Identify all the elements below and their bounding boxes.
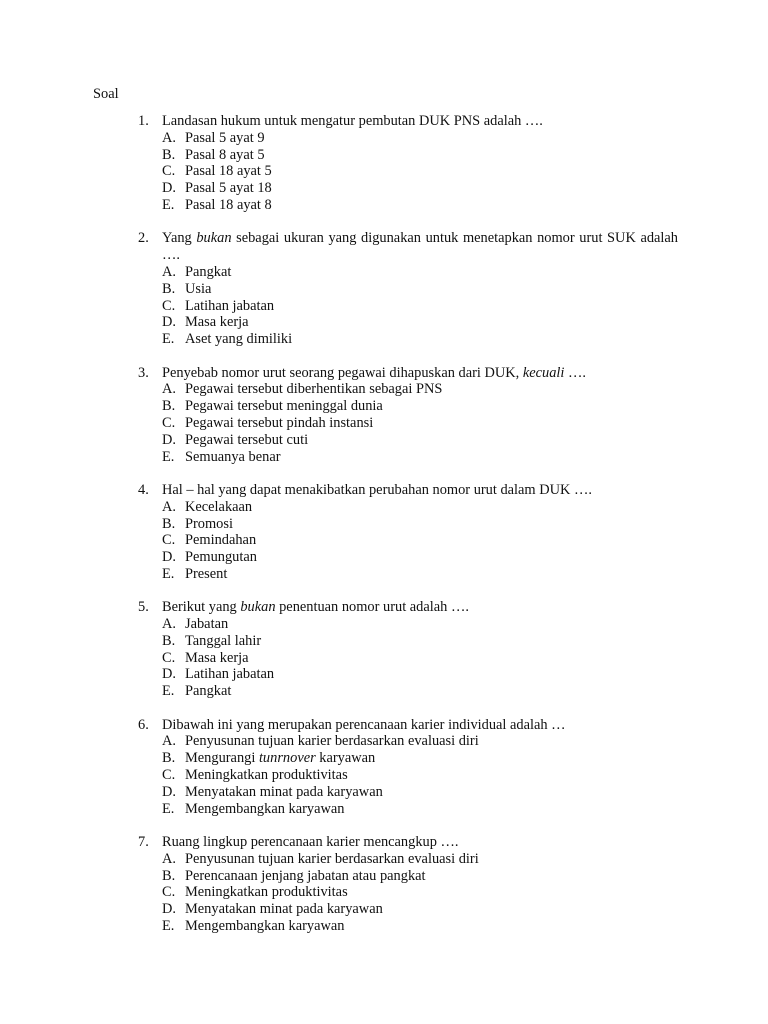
option-text <box>185 767 678 784</box>
answer-option <box>138 750 678 767</box>
option-text <box>185 331 678 348</box>
question-text <box>162 113 678 130</box>
question-stem <box>138 599 678 616</box>
answer-option <box>138 918 678 935</box>
answer-option <box>138 784 678 801</box>
option-text <box>185 432 678 449</box>
option-text <box>185 516 678 533</box>
text-segment: Pasal 8 ayat 5 <box>185 146 265 163</box>
text-segment: Masa kerja <box>185 314 249 331</box>
option-letter: D. <box>162 549 176 566</box>
option-text <box>185 532 678 549</box>
question-number: 2. <box>138 230 149 247</box>
answer-option <box>138 666 678 683</box>
text-segment: Penyusunan tujuan karier berdasarkan evaluasi diri <box>185 733 479 750</box>
text-segment: penentuan nomor urut adalah …. <box>275 599 469 616</box>
question-6 <box>138 717 678 818</box>
text-segment: Landasan hukum untuk mengatur pembutan DUK PNS adalah …. <box>162 113 543 129</box>
option-letter: B. <box>162 515 176 532</box>
answer-option <box>138 683 678 700</box>
option-letter: D. <box>162 783 176 800</box>
option-letter: A. <box>162 129 176 146</box>
answer-option <box>138 884 678 901</box>
text-segment: Pangkat <box>185 263 232 280</box>
option-letter: C. <box>162 532 176 549</box>
option-text <box>185 415 678 432</box>
question-number: 7. <box>138 834 149 851</box>
question-text <box>162 834 678 851</box>
option-letter: A. <box>162 498 176 515</box>
option-letter: B. <box>162 867 176 884</box>
answer-option <box>138 197 678 214</box>
option-text <box>185 868 678 885</box>
text-segment: Present <box>185 565 228 582</box>
question-text <box>162 365 678 382</box>
question-5 <box>138 599 678 700</box>
option-letter: A. <box>162 381 176 398</box>
option-text <box>185 147 678 164</box>
option-letter: C. <box>162 297 176 314</box>
question-2 <box>138 230 678 348</box>
answer-option <box>138 180 678 197</box>
text-segment: Pegawai tersebut cuti <box>185 431 309 448</box>
question-text <box>162 599 678 616</box>
option-letter: A. <box>162 616 176 633</box>
text-segment: Pemungutan <box>185 549 257 566</box>
option-text <box>185 650 678 667</box>
document-title: Soal <box>93 86 119 102</box>
answer-options <box>138 264 678 348</box>
answer-option <box>138 415 678 432</box>
option-text <box>185 666 678 683</box>
option-letter: B. <box>162 280 176 297</box>
answer-options <box>138 851 678 935</box>
option-text <box>185 683 678 700</box>
answer-option <box>138 868 678 885</box>
answer-option <box>138 767 678 784</box>
question-stem <box>138 482 678 499</box>
text-segment: Penyusunan tujuan karier berdasarkan evaluasi diri <box>185 850 479 867</box>
answer-options <box>138 616 678 700</box>
text-segment: Tanggal lahir <box>185 632 262 649</box>
answer-options <box>138 130 678 214</box>
question-stem <box>138 834 678 851</box>
text-segment: Pegawai tersebut pindah instansi <box>185 414 374 431</box>
option-letter: B. <box>162 398 176 415</box>
option-text <box>185 549 678 566</box>
text-segment: Hal – hal yang dapat menakibatkan perubahan nomor urut dalam DUK …. <box>162 481 592 498</box>
option-letter: D. <box>162 314 176 331</box>
text-segment: Aset yang dimiliki <box>185 331 293 348</box>
option-letter: D. <box>162 180 176 197</box>
text-segment: Pasal 5 ayat 9 <box>185 129 265 146</box>
text-segment: Mengembangkan karyawan <box>185 800 345 817</box>
question-1 <box>138 113 678 214</box>
question-7 <box>138 834 678 935</box>
question-4 <box>138 482 678 583</box>
text-segment: Menyatakan minat pada karyawan <box>185 783 383 800</box>
answer-option <box>138 616 678 633</box>
text-segment: Latihan jabatan <box>185 297 275 314</box>
answer-option <box>138 549 678 566</box>
question-stem <box>138 717 678 734</box>
option-letter: D. <box>162 431 176 448</box>
question-stem <box>138 113 678 130</box>
text-segment: Pasal 18 ayat 5 <box>185 163 272 180</box>
italic-text: bukan <box>196 230 232 247</box>
answer-option <box>138 163 678 180</box>
option-letter: E. <box>162 196 175 213</box>
option-letter: D. <box>162 666 176 683</box>
text-segment: Mengurangi <box>185 750 259 767</box>
option-text <box>185 901 678 918</box>
answer-options <box>138 381 678 465</box>
option-text <box>185 197 678 214</box>
answer-option <box>138 381 678 398</box>
italic-text: kecuali <box>522 364 565 381</box>
text-segment: Ruang lingkup perencanaan karier mencangkup …. <box>162 834 459 851</box>
text-segment: Kecelakaan <box>185 498 253 515</box>
text-segment: Dibawah ini yang merupakan perencanaan karier individual adalah … <box>162 716 566 733</box>
option-letter: E. <box>162 683 175 700</box>
italic-text: tunrnover <box>258 750 316 767</box>
text-segment: karyawan <box>315 750 376 767</box>
text-segment: Mengembangkan karyawan <box>185 918 345 935</box>
answer-option <box>138 532 678 549</box>
option-letter: E. <box>162 800 175 817</box>
answer-option <box>138 147 678 164</box>
text-segment: Perencanaan jenjang jabatan atau pangkat <box>185 867 426 884</box>
answer-option <box>138 331 678 348</box>
answer-option <box>138 851 678 868</box>
option-letter: E. <box>162 331 175 348</box>
answer-option <box>138 314 678 331</box>
option-text <box>185 163 678 180</box>
text-segment: Menyatakan minat pada karyawan <box>185 901 383 918</box>
option-letter: E. <box>162 448 175 465</box>
option-letter: E. <box>162 918 175 935</box>
option-text <box>185 264 678 281</box>
text-segment: Semuanya benar <box>185 448 281 465</box>
answer-option <box>138 130 678 147</box>
answer-option <box>138 566 678 583</box>
question-number: 4. <box>138 481 149 498</box>
option-text <box>185 381 678 398</box>
option-letter: C. <box>162 163 176 180</box>
option-text <box>185 801 678 818</box>
text-segment: Pemindahan <box>185 532 257 549</box>
text-segment: Pasal 5 ayat 18 <box>185 180 272 197</box>
question-text <box>162 717 678 734</box>
option-letter: C. <box>162 884 176 901</box>
option-text <box>185 398 678 415</box>
text-segment: Berikut yang <box>162 599 241 616</box>
option-text <box>185 784 678 801</box>
text-segment: Yang <box>162 230 197 247</box>
option-text <box>185 314 678 331</box>
text-segment: Meningkatkan produktivitas <box>185 767 348 784</box>
answer-option <box>138 298 678 315</box>
option-letter: C. <box>162 767 176 784</box>
question-stem <box>138 365 678 382</box>
option-letter: B. <box>162 750 176 767</box>
option-text <box>185 449 678 466</box>
option-letter: A. <box>162 733 176 750</box>
question-number: 3. <box>138 364 149 381</box>
question-number: 6. <box>138 716 149 733</box>
text-segment: sebagai ukuran yang digunakan untuk menetapkan nomor urut SUK adalah …. <box>162 230 678 264</box>
text-segment: Jabatan <box>185 616 229 633</box>
option-letter: A. <box>162 263 176 280</box>
question-stem <box>138 230 678 264</box>
option-letter: A. <box>162 850 176 867</box>
answer-option <box>138 650 678 667</box>
text-segment: Usia <box>185 280 212 297</box>
text-segment: Pegawai tersebut meninggal dunia <box>185 398 383 415</box>
option-letter: B. <box>162 632 176 649</box>
option-letter: C. <box>162 649 176 666</box>
text-segment: Pegawai tersebut diberhentikan sebagai PNS <box>185 381 443 398</box>
text-segment: Meningkatkan produktivitas <box>185 884 348 901</box>
option-text <box>185 633 678 650</box>
question-number: 5. <box>138 599 149 616</box>
text-segment: Promosi <box>185 515 233 532</box>
option-text <box>185 499 678 516</box>
option-letter: E. <box>162 565 175 582</box>
question-text <box>162 482 678 499</box>
question-list <box>138 113 678 951</box>
option-text <box>185 130 678 147</box>
option-text <box>185 298 678 315</box>
option-text <box>185 750 678 767</box>
text-segment: Latihan jabatan <box>185 666 275 683</box>
question-number: 1. <box>138 113 149 129</box>
text-segment: Penyebab nomor urut seorang pegawai dihapuskan dari DUK, <box>162 364 523 381</box>
option-letter: B. <box>162 146 176 163</box>
option-text <box>185 616 678 633</box>
answer-option <box>138 398 678 415</box>
option-text <box>185 566 678 583</box>
answer-option <box>138 432 678 449</box>
answer-option <box>138 801 678 818</box>
answer-option <box>138 449 678 466</box>
answer-option <box>138 281 678 298</box>
question-text <box>162 230 678 264</box>
answer-option <box>138 633 678 650</box>
answer-option <box>138 516 678 533</box>
answer-options <box>138 733 678 817</box>
option-text <box>185 851 678 868</box>
option-text <box>185 884 678 901</box>
answer-option <box>138 499 678 516</box>
answer-option <box>138 901 678 918</box>
option-letter: D. <box>162 901 176 918</box>
option-letter: C. <box>162 414 176 431</box>
italic-text: bukan <box>240 599 276 616</box>
text-segment: Pangkat <box>185 683 232 700</box>
option-text <box>185 733 678 750</box>
question-3 <box>138 365 678 466</box>
option-text <box>185 918 678 935</box>
text-segment: Pasal 18 ayat 8 <box>185 196 272 213</box>
option-text <box>185 180 678 197</box>
answer-option <box>138 733 678 750</box>
answer-options <box>138 499 678 583</box>
text-segment: …. <box>564 364 587 381</box>
text-segment: Masa kerja <box>185 649 249 666</box>
option-text <box>185 281 678 298</box>
answer-option <box>138 264 678 281</box>
